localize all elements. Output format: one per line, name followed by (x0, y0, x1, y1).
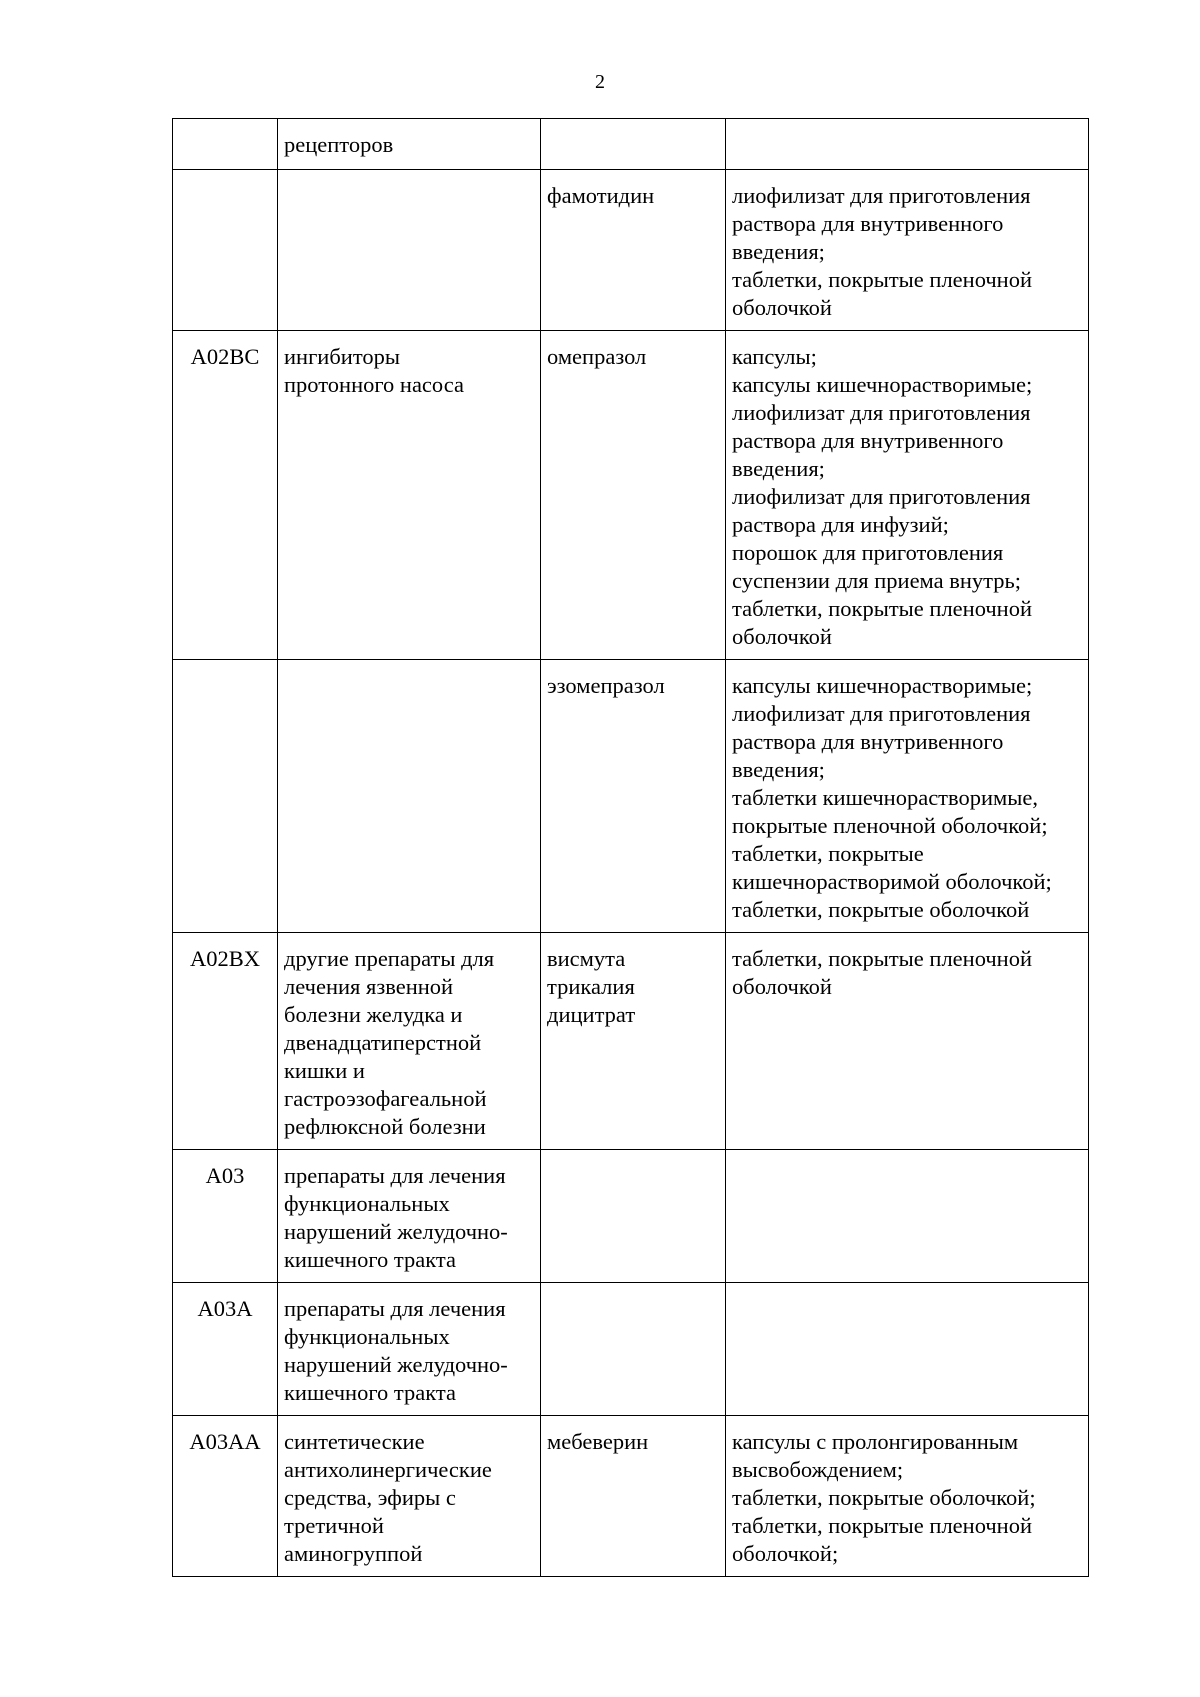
atc-code-cell (173, 170, 278, 331)
atc-code-cell (173, 119, 278, 170)
page-number: 2 (595, 71, 605, 93)
dosage-form-cell: капсулы кишечнорастворимые; лиофилизат для приготовления раствора для внутривенного введения; таблетки кишечнорастворимые, покрытые пленочной оболочкой; таблетки, покрытые кишечнорастворимой оболочкой; таблетки, покрытые оболочкой (726, 660, 1089, 933)
dosage-form-cell (726, 1150, 1089, 1283)
group-name-cell: препараты для лечения функциональных нарушений желудочно- кишечного тракта (278, 1283, 541, 1416)
table-row (173, 660, 1089, 933)
table-row (173, 331, 1089, 660)
drug-name-cell: фамотидин (541, 170, 726, 331)
dosage-form-cell (726, 1283, 1089, 1416)
drug-table (172, 118, 1089, 1577)
drug-name-cell: омепразол (541, 331, 726, 660)
drug-name-cell: висмута трикалия дицитрат (541, 933, 726, 1150)
dosage-form-cell: капсулы с пролонгированным высвобождением; таблетки, покрытые оболочкой; таблетки, покрытые пленочной оболочкой; (726, 1416, 1089, 1577)
drug-name-cell (541, 1283, 726, 1416)
table-row (173, 1416, 1089, 1577)
dosage-form-cell: таблетки, покрытые пленочной оболочкой (726, 933, 1089, 1150)
drug-name-cell (541, 119, 726, 170)
atc-code-cell: A03 (173, 1150, 278, 1283)
group-name-cell: рецепторов (278, 119, 541, 170)
drug-name-cell: мебеверин (541, 1416, 726, 1577)
table-row (173, 170, 1089, 331)
group-name-cell (278, 170, 541, 331)
atc-code-cell: A02BC (173, 331, 278, 660)
atc-code-cell: A03A (173, 1283, 278, 1416)
dosage-form-cell (726, 119, 1089, 170)
group-name-cell (278, 660, 541, 933)
drug-name-cell: эзомепразол (541, 660, 726, 933)
table-row (173, 933, 1089, 1150)
group-name-cell: препараты для лечения функциональных нарушений желудочно- кишечного тракта (278, 1150, 541, 1283)
group-name-cell: другие препараты для лечения язвенной болезни желудка и двенадцатиперстной кишки и гастроэзофагеальной рефлюксной болезни (278, 933, 541, 1150)
group-name-cell: ингибиторы протонного насоса (278, 331, 541, 660)
drug-name-cell (541, 1150, 726, 1283)
table-row (173, 1150, 1089, 1283)
group-name-cell: синтетические антихолинергические средства, эфиры с третичной аминогруппой (278, 1416, 541, 1577)
table-row (173, 119, 1089, 170)
dosage-form-cell: капсулы; капсулы кишечнорастворимые; лиофилизат для приготовления раствора для внутривенного введения; лиофилизат для приготовления раствора для инфузий; порошок для приготовления суспензии для приема внутрь; таблетки, покрытые пленочной оболочкой (726, 331, 1089, 660)
atc-code-cell: A03AA (173, 1416, 278, 1577)
table-row (173, 1283, 1089, 1416)
dosage-form-cell: лиофилизат для приготовления раствора для внутривенного введения; таблетки, покрытые пленочной оболочкой (726, 170, 1089, 331)
atc-code-cell (173, 660, 278, 933)
atc-code-cell: A02BX (173, 933, 278, 1150)
